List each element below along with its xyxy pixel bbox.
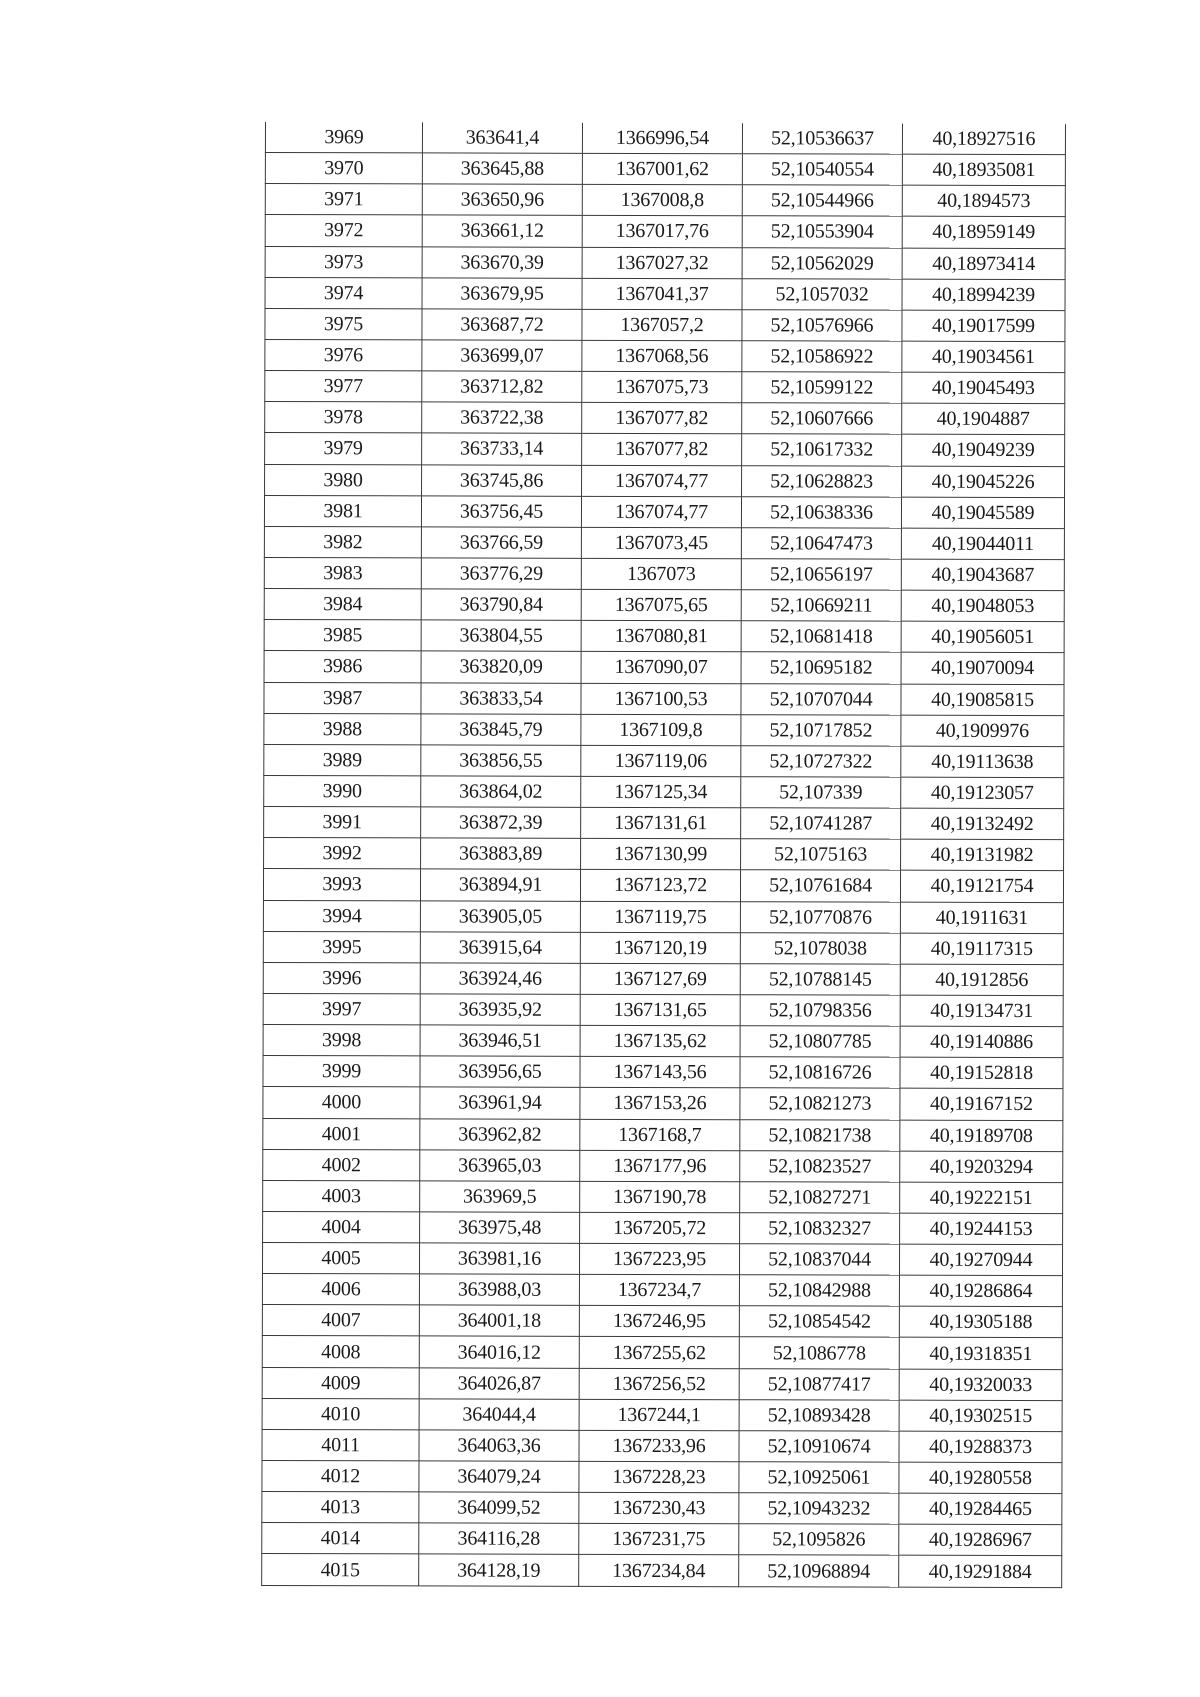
table-row xyxy=(265,464,1065,497)
table-row xyxy=(262,1523,1062,1556)
table-row xyxy=(264,620,1064,653)
x-coordinate-cell: 363872,39 xyxy=(421,807,581,839)
table-row xyxy=(265,402,1065,435)
latitude-cell: 52,10877417 xyxy=(739,1368,899,1400)
table-row xyxy=(262,1243,1062,1276)
table-row xyxy=(265,308,1065,341)
x-coordinate-cell: 363756,45 xyxy=(421,496,581,528)
y-coordinate-cell: 1367131,61 xyxy=(581,807,741,839)
point-number-cell: 4007 xyxy=(262,1305,419,1337)
latitude-cell: 52,10647473 xyxy=(741,528,901,560)
y-coordinate-cell: 1367234,7 xyxy=(579,1275,739,1307)
x-coordinate-cell: 364044,4 xyxy=(419,1399,579,1431)
longitude-cell: 40,19048053 xyxy=(901,590,1064,622)
x-coordinate-cell: 363924,46 xyxy=(420,963,580,995)
y-coordinate-cell: 1367074,77 xyxy=(582,465,742,497)
table-row xyxy=(265,215,1065,248)
y-coordinate-cell: 1367135,62 xyxy=(580,1025,740,1057)
x-coordinate-cell: 363946,51 xyxy=(420,1025,580,1057)
latitude-cell: 52,10807785 xyxy=(740,1026,900,1058)
point-number-cell: 3981 xyxy=(264,495,421,527)
latitude-cell: 52,10681418 xyxy=(741,621,901,653)
longitude-cell: 40,19222151 xyxy=(900,1182,1063,1214)
point-number-cell: 4011 xyxy=(262,1429,419,1461)
y-coordinate-cell: 1367041,37 xyxy=(582,278,742,310)
point-number-cell: 3988 xyxy=(264,713,421,745)
x-coordinate-cell: 363679,95 xyxy=(422,278,582,310)
y-coordinate-cell: 1367125,34 xyxy=(581,776,741,808)
table-row xyxy=(264,589,1064,622)
latitude-cell: 52,10553904 xyxy=(742,216,902,248)
table-row xyxy=(262,1274,1062,1307)
y-coordinate-cell: 1367080,81 xyxy=(581,621,741,653)
point-number-cell: 4004 xyxy=(263,1211,420,1243)
longitude-cell: 40,19117315 xyxy=(900,933,1063,965)
table-row xyxy=(265,433,1065,466)
x-coordinate-cell: 363965,03 xyxy=(420,1150,580,1182)
point-number-cell: 3972 xyxy=(265,215,422,247)
longitude-cell: 40,1911631 xyxy=(900,902,1063,934)
table-row xyxy=(265,153,1065,186)
y-coordinate-cell: 1367256,52 xyxy=(579,1368,739,1400)
table-row xyxy=(264,775,1064,808)
point-number-cell: 3978 xyxy=(265,402,422,434)
latitude-cell: 52,10823527 xyxy=(740,1150,900,1182)
y-coordinate-cell: 1367131,65 xyxy=(580,994,740,1026)
x-coordinate-cell: 363915,64 xyxy=(420,932,580,964)
table-row xyxy=(265,246,1065,279)
y-coordinate-cell: 1367233,96 xyxy=(579,1430,739,1462)
x-coordinate-cell: 364079,24 xyxy=(419,1461,579,1493)
x-coordinate-cell: 363988,03 xyxy=(419,1274,579,1306)
table-row xyxy=(263,993,1063,1026)
y-coordinate-cell: 1367153,26 xyxy=(580,1088,740,1120)
x-coordinate-cell: 363645,88 xyxy=(422,153,582,185)
latitude-cell: 52,1095826 xyxy=(739,1524,899,1556)
point-number-cell: 4014 xyxy=(262,1523,419,1555)
longitude-cell: 40,19320033 xyxy=(899,1369,1062,1401)
table-row xyxy=(262,1492,1062,1525)
y-coordinate-cell: 1367077,82 xyxy=(582,403,742,435)
latitude-cell: 52,10910674 xyxy=(739,1431,899,1463)
y-coordinate-cell: 1367143,56 xyxy=(580,1057,740,1089)
y-coordinate-cell: 1367027,32 xyxy=(582,247,742,279)
table-row xyxy=(263,1056,1063,1089)
point-number-cell: 4006 xyxy=(262,1274,419,1306)
latitude-cell: 52,10586922 xyxy=(742,341,902,373)
coordinates-table-body xyxy=(262,122,1066,1587)
longitude-cell: 40,19034561 xyxy=(902,341,1065,373)
y-coordinate-cell: 1367223,95 xyxy=(579,1243,739,1275)
latitude-cell: 52,10727322 xyxy=(741,746,901,778)
x-coordinate-cell: 364116,28 xyxy=(419,1523,579,1555)
x-coordinate-cell: 363845,79 xyxy=(421,714,581,746)
table-row xyxy=(264,838,1064,871)
latitude-cell: 52,1075163 xyxy=(741,839,901,871)
x-coordinate-cell: 364099,52 xyxy=(419,1492,579,1524)
table-row xyxy=(264,682,1064,715)
latitude-cell: 52,10770876 xyxy=(740,901,900,933)
longitude-cell: 40,19017599 xyxy=(902,310,1065,342)
x-coordinate-cell: 363981,16 xyxy=(419,1243,579,1275)
point-number-cell: 4008 xyxy=(262,1336,419,1368)
point-number-cell: 3974 xyxy=(265,277,422,309)
latitude-cell: 52,10827271 xyxy=(740,1182,900,1214)
x-coordinate-cell: 363776,29 xyxy=(421,558,581,590)
y-coordinate-cell: 1367100,53 xyxy=(581,683,741,715)
point-number-cell: 3982 xyxy=(264,526,421,558)
y-coordinate-cell: 1367177,96 xyxy=(580,1150,740,1182)
table-row xyxy=(262,1429,1062,1462)
point-number-cell: 3987 xyxy=(264,682,421,714)
x-coordinate-cell: 363894,91 xyxy=(420,869,580,901)
table-row xyxy=(265,339,1065,372)
latitude-cell: 52,10656197 xyxy=(741,559,901,591)
longitude-cell: 40,19045226 xyxy=(902,466,1065,498)
y-coordinate-cell: 1367234,84 xyxy=(579,1555,739,1587)
latitude-cell: 52,10821273 xyxy=(740,1088,900,1120)
y-coordinate-cell: 1367130,99 xyxy=(581,839,741,871)
x-coordinate-cell: 363820,09 xyxy=(421,651,581,683)
latitude-cell: 52,10798356 xyxy=(740,995,900,1027)
table-row xyxy=(263,900,1063,933)
table-row xyxy=(262,1461,1062,1494)
x-coordinate-cell: 364026,87 xyxy=(419,1368,579,1400)
y-coordinate-cell: 1367246,95 xyxy=(579,1306,739,1338)
point-number-cell: 3970 xyxy=(265,153,422,185)
table-row xyxy=(262,1336,1062,1369)
coordinates-table xyxy=(261,122,1066,1588)
longitude-cell: 40,19280558 xyxy=(899,1462,1062,1494)
y-coordinate-cell: 1367057,2 xyxy=(582,309,742,341)
latitude-cell: 52,10816726 xyxy=(740,1057,900,1089)
latitude-cell: 52,10540554 xyxy=(742,154,902,186)
x-coordinate-cell: 364063,36 xyxy=(419,1430,579,1462)
latitude-cell: 52,10562029 xyxy=(742,247,902,279)
y-coordinate-cell: 1367068,56 xyxy=(582,340,742,372)
x-coordinate-cell: 363699,07 xyxy=(422,340,582,372)
x-coordinate-cell: 363864,02 xyxy=(421,776,581,808)
latitude-cell: 52,10893428 xyxy=(739,1400,899,1432)
table-row xyxy=(262,1554,1062,1587)
point-number-cell: 4005 xyxy=(262,1243,419,1275)
latitude-cell: 52,10695182 xyxy=(741,652,901,684)
latitude-cell: 52,1078038 xyxy=(740,932,900,964)
y-coordinate-cell: 1367205,72 xyxy=(580,1212,740,1244)
longitude-cell: 40,19123057 xyxy=(901,777,1064,809)
latitude-cell: 52,10638336 xyxy=(741,496,901,528)
point-number-cell: 4002 xyxy=(263,1149,420,1181)
point-number-cell: 3983 xyxy=(264,557,421,589)
x-coordinate-cell: 363975,48 xyxy=(420,1212,580,1244)
point-number-cell: 4013 xyxy=(262,1492,419,1524)
y-coordinate-cell: 1367123,72 xyxy=(580,870,740,902)
x-coordinate-cell: 363905,05 xyxy=(420,900,580,932)
longitude-cell: 40,19085815 xyxy=(901,684,1064,716)
point-number-cell: 3989 xyxy=(264,744,421,776)
longitude-cell: 40,19286967 xyxy=(899,1524,1062,1556)
longitude-cell: 40,18959149 xyxy=(902,217,1065,249)
latitude-cell: 52,10788145 xyxy=(740,964,900,996)
longitude-cell: 40,19044011 xyxy=(901,528,1064,560)
table-row xyxy=(263,1211,1063,1244)
longitude-cell: 40,18927516 xyxy=(902,124,1065,155)
latitude-cell: 52,10943232 xyxy=(739,1493,899,1525)
table-row xyxy=(264,807,1064,840)
latitude-cell: 52,10536637 xyxy=(742,123,902,154)
y-coordinate-cell: 1367017,76 xyxy=(582,216,742,248)
point-number-cell: 3973 xyxy=(265,246,422,278)
table-row xyxy=(262,1305,1062,1338)
longitude-cell: 40,19132492 xyxy=(901,808,1064,840)
latitude-cell: 52,10854542 xyxy=(739,1306,899,1338)
latitude-cell: 52,10761684 xyxy=(740,870,900,902)
latitude-cell: 52,10842988 xyxy=(739,1275,899,1307)
table-row xyxy=(263,931,1063,964)
x-coordinate-cell: 364016,12 xyxy=(419,1336,579,1368)
point-number-cell: 4000 xyxy=(263,1087,420,1119)
y-coordinate-cell: 1367244,1 xyxy=(579,1399,739,1431)
longitude-cell: 40,19288373 xyxy=(899,1431,1062,1463)
point-number-cell: 3991 xyxy=(264,807,421,839)
x-coordinate-cell: 363733,14 xyxy=(422,433,582,465)
latitude-cell: 52,10717852 xyxy=(741,714,901,746)
longitude-cell: 40,19291884 xyxy=(899,1556,1062,1588)
longitude-cell: 40,19049239 xyxy=(902,435,1065,467)
point-number-cell: 3990 xyxy=(264,775,421,807)
table-row xyxy=(263,1149,1063,1182)
table-row xyxy=(262,1367,1062,1400)
latitude-cell: 52,10544966 xyxy=(742,185,902,217)
longitude-cell: 40,19056051 xyxy=(901,621,1064,653)
table-row xyxy=(265,122,1065,155)
table-row xyxy=(264,744,1064,777)
longitude-cell: 40,18973414 xyxy=(902,248,1065,280)
table-row xyxy=(264,557,1064,590)
x-coordinate-cell: 363670,39 xyxy=(422,246,582,278)
x-coordinate-cell: 363766,59 xyxy=(421,527,581,559)
table-row xyxy=(263,1025,1063,1058)
table-row xyxy=(265,184,1065,217)
x-coordinate-cell: 363641,4 xyxy=(422,122,582,153)
latitude-cell: 52,10599122 xyxy=(742,372,902,404)
x-coordinate-cell: 364001,18 xyxy=(419,1305,579,1337)
x-coordinate-cell: 363833,54 xyxy=(421,682,581,714)
point-number-cell: 3971 xyxy=(265,184,422,216)
point-number-cell: 4003 xyxy=(263,1180,420,1212)
x-coordinate-cell: 364128,19 xyxy=(419,1554,579,1586)
longitude-cell: 40,1904887 xyxy=(902,403,1065,435)
latitude-cell: 52,10968894 xyxy=(739,1555,899,1587)
longitude-cell: 40,19152818 xyxy=(900,1057,1063,1089)
longitude-cell: 40,1909976 xyxy=(901,715,1064,747)
point-number-cell: 3986 xyxy=(264,651,421,683)
x-coordinate-cell: 363856,55 xyxy=(421,745,581,777)
y-coordinate-cell: 1367255,62 xyxy=(579,1337,739,1369)
table-row xyxy=(265,371,1065,404)
x-coordinate-cell: 363661,12 xyxy=(422,215,582,247)
latitude-cell: 52,10707044 xyxy=(741,683,901,715)
latitude-cell: 52,10821738 xyxy=(740,1119,900,1151)
y-coordinate-cell: 1367109,8 xyxy=(581,714,741,746)
longitude-cell: 40,19070094 xyxy=(901,653,1064,685)
latitude-cell: 52,10925061 xyxy=(739,1462,899,1494)
longitude-cell: 40,18994239 xyxy=(902,279,1065,311)
longitude-cell: 40,19045493 xyxy=(902,372,1065,404)
y-coordinate-cell: 1367190,78 xyxy=(580,1181,740,1213)
latitude-cell: 52,10669211 xyxy=(741,590,901,622)
point-number-cell: 3985 xyxy=(264,620,421,652)
point-number-cell: 3999 xyxy=(263,1056,420,1088)
y-coordinate-cell: 1367120,19 xyxy=(580,932,740,964)
x-coordinate-cell: 363804,55 xyxy=(421,620,581,652)
longitude-cell: 40,19043687 xyxy=(901,559,1064,591)
point-number-cell: 3997 xyxy=(263,993,420,1025)
table-row xyxy=(264,495,1064,528)
latitude-cell: 52,10628823 xyxy=(742,465,902,497)
point-number-cell: 3976 xyxy=(265,339,422,371)
x-coordinate-cell: 363961,94 xyxy=(420,1087,580,1119)
y-coordinate-cell: 1366996,54 xyxy=(582,123,742,154)
latitude-cell: 52,107339 xyxy=(741,777,901,809)
longitude-cell: 40,19113638 xyxy=(901,746,1064,778)
table-row xyxy=(264,651,1064,684)
point-number-cell: 4015 xyxy=(262,1554,419,1586)
point-number-cell: 3980 xyxy=(265,464,422,496)
y-coordinate-cell: 1367075,73 xyxy=(582,371,742,403)
y-coordinate-cell: 1367231,75 xyxy=(579,1524,739,1556)
y-coordinate-cell: 1367001,62 xyxy=(582,153,742,185)
table-row xyxy=(263,1180,1063,1213)
longitude-cell: 40,19131982 xyxy=(901,839,1064,871)
y-coordinate-cell: 1367008,8 xyxy=(582,185,742,217)
x-coordinate-cell: 363969,5 xyxy=(420,1181,580,1213)
x-coordinate-cell: 363956,65 xyxy=(420,1056,580,1088)
longitude-cell: 40,19134731 xyxy=(900,995,1063,1027)
x-coordinate-cell: 363712,82 xyxy=(422,371,582,403)
longitude-cell: 40,19121754 xyxy=(900,871,1063,903)
longitude-cell: 40,19189708 xyxy=(900,1120,1063,1152)
point-number-cell: 3995 xyxy=(263,931,420,963)
longitude-cell: 40,19302515 xyxy=(899,1400,1062,1432)
point-number-cell: 3998 xyxy=(263,1025,420,1057)
table-row xyxy=(263,1118,1063,1151)
x-coordinate-cell: 363745,86 xyxy=(422,464,582,496)
y-coordinate-cell: 1367228,23 xyxy=(579,1461,739,1493)
longitude-cell: 40,19140886 xyxy=(900,1026,1063,1058)
longitude-cell: 40,19167152 xyxy=(900,1089,1063,1121)
y-coordinate-cell: 1367119,06 xyxy=(581,745,741,777)
longitude-cell: 40,1912856 xyxy=(900,964,1063,996)
y-coordinate-cell: 1367230,43 xyxy=(579,1493,739,1525)
longitude-cell: 40,19045589 xyxy=(901,497,1064,529)
y-coordinate-cell: 1367168,7 xyxy=(580,1119,740,1151)
x-coordinate-cell: 363687,72 xyxy=(422,309,582,341)
x-coordinate-cell: 363883,89 xyxy=(421,838,581,870)
longitude-cell: 40,19203294 xyxy=(900,1151,1063,1183)
point-number-cell: 3975 xyxy=(265,308,422,340)
point-number-cell: 3977 xyxy=(265,371,422,403)
point-number-cell: 3979 xyxy=(265,433,422,465)
table-row xyxy=(263,869,1063,902)
y-coordinate-cell: 1367073,45 xyxy=(581,527,741,559)
y-coordinate-cell: 1367127,69 xyxy=(580,963,740,995)
latitude-cell: 52,10741287 xyxy=(741,808,901,840)
y-coordinate-cell: 1367077,82 xyxy=(582,434,742,466)
longitude-cell: 40,19284465 xyxy=(899,1493,1062,1525)
latitude-cell: 52,1057032 xyxy=(742,278,902,310)
table-row xyxy=(263,962,1063,995)
x-coordinate-cell: 363790,84 xyxy=(421,589,581,621)
table-row xyxy=(265,277,1065,310)
point-number-cell: 4009 xyxy=(262,1367,419,1399)
x-coordinate-cell: 363962,82 xyxy=(420,1118,580,1150)
x-coordinate-cell: 363935,92 xyxy=(420,994,580,1026)
y-coordinate-cell: 1367074,77 xyxy=(581,496,741,528)
point-number-cell: 3969 xyxy=(265,122,422,153)
table-row xyxy=(262,1398,1062,1431)
table-row xyxy=(264,713,1064,746)
point-number-cell: 3984 xyxy=(264,589,421,621)
point-number-cell: 3993 xyxy=(263,869,420,901)
y-coordinate-cell: 1367119,75 xyxy=(580,901,740,933)
point-number-cell: 4010 xyxy=(262,1398,419,1430)
longitude-cell: 40,18935081 xyxy=(902,154,1065,186)
latitude-cell: 52,10837044 xyxy=(739,1244,899,1276)
latitude-cell: 52,10576966 xyxy=(742,310,902,342)
point-number-cell: 3994 xyxy=(263,900,420,932)
x-coordinate-cell: 363650,96 xyxy=(422,184,582,216)
latitude-cell: 52,1086778 xyxy=(739,1337,899,1369)
longitude-cell: 40,19318351 xyxy=(899,1338,1062,1370)
latitude-cell: 52,10607666 xyxy=(742,403,902,435)
x-coordinate-cell: 363722,38 xyxy=(422,402,582,434)
point-number-cell: 3996 xyxy=(263,962,420,994)
longitude-cell: 40,19305188 xyxy=(899,1307,1062,1339)
y-coordinate-cell: 1367075,65 xyxy=(581,589,741,621)
y-coordinate-cell: 1367073 xyxy=(581,558,741,590)
longitude-cell: 40,19244153 xyxy=(900,1213,1063,1245)
longitude-cell: 40,1894573 xyxy=(902,185,1065,217)
latitude-cell: 52,10832327 xyxy=(740,1213,900,1245)
point-number-cell: 3992 xyxy=(264,838,421,870)
latitude-cell: 52,10617332 xyxy=(742,434,902,466)
longitude-cell: 40,19270944 xyxy=(899,1244,1062,1276)
y-coordinate-cell: 1367090,07 xyxy=(581,652,741,684)
point-number-cell: 4001 xyxy=(263,1118,420,1150)
point-number-cell: 4012 xyxy=(262,1461,419,1493)
table-row xyxy=(263,1087,1063,1120)
table-row xyxy=(264,526,1064,559)
longitude-cell: 40,19286864 xyxy=(899,1275,1062,1307)
